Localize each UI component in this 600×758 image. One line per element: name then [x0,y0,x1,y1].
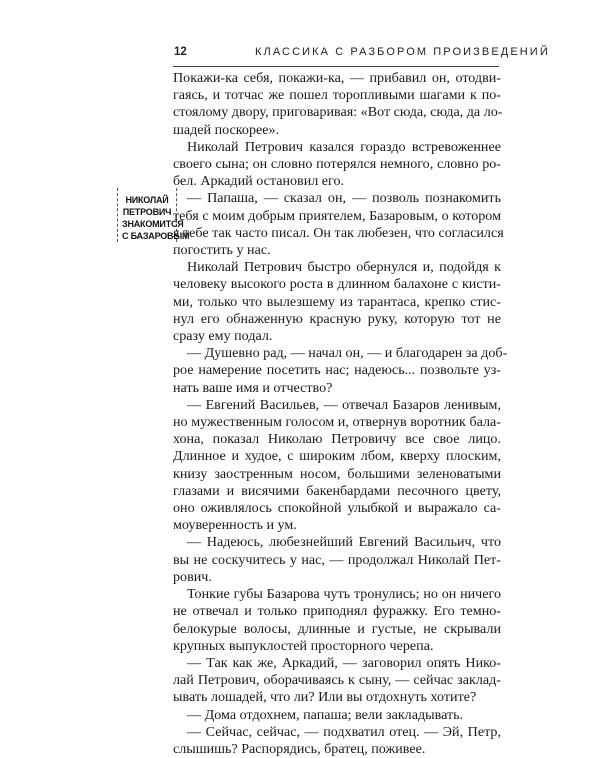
text-line: гаясь, и тотчас же пошел торопливыми шагами к по- [173,87,501,104]
text-line: тебя с моим добрым приятелем, Базаровым, о котором [173,207,501,224]
text-line: крупных выпуклостей просторного черепа. [173,637,434,654]
text-line: — Так как же, Аркадий, — заговорил опять Нико- [187,654,501,671]
header-rule [173,66,499,67]
text-line: белокурые волосы, длинные и густые, не скрывали [173,620,501,637]
text-line: слышишь? Распорядись, братец, поживее. [173,740,426,757]
text-line: не отвечал и только приподнял фуражку. Его темно- [173,603,501,620]
paragraph [173,397,501,535]
text-line: я тебе так часто писал. Он так любезен, что согласился [173,224,504,241]
paragraph [173,724,501,758]
text-line: глазами и висячими бакенбардами песочного цвету, [173,482,501,499]
text-line: но мужественным голосом и, отвернув воротник бала- [173,414,501,431]
text-line: Николай Петрович казался гораздо встревоженнее [187,138,501,155]
text-line: Покажи-ка себя, покажи-ка, — прибавил он, отодви- [173,70,501,86]
text-line: — Надеюсь, любезнейший Евгений Васильич, что [187,534,501,551]
text-line: книзу заостренным носом, большими зеленоватыми [173,465,501,482]
page-number: 12 [174,46,187,58]
margin-note-line: НИКОЛАЙ [125,195,169,205]
paragraph [173,190,504,259]
text-line: шадей поскорее». [173,121,280,138]
margin-note [117,188,190,242]
text-line: оно оживлялось спокойной улыбкой и выражало са- [173,500,501,517]
text-line: человеку высокого роста в длинном балахоне с кисти- [173,276,501,293]
text-line: Тонкие губы Базарова чуть тронулись; но он ничего [187,586,501,603]
text-line: ми, только что вылезшему из тарантаса, крепко стис- [173,293,501,310]
paragraph [173,259,501,345]
text-line: рович. [173,568,212,585]
text-line: — Евгений Васильев, — отвечал Базаров ленивым, [187,396,501,413]
text-line: сразу ему подал. [173,328,273,345]
paragraph [173,586,501,655]
text-line: погостить у нас. [173,242,271,259]
text-line: хона, показал Николаю Петровичу все свое лицо. [173,431,501,448]
paragraph [173,139,501,191]
text-line: — Папаша, — сказал он, — позволь познакомить [187,190,501,207]
text-line: своего сына; он словно потерялся немного, словно ро- [173,156,501,173]
text-line: стоялому двору, приговаривая: «Вот сюда, сюда, да ло- [173,104,503,121]
text-line: бел. Аркадий остановил его. [173,173,345,190]
paragraph [173,345,508,397]
text-line: рое намерение посетить нас; надеюсь... позвольте уз- [173,362,501,379]
running-head: КЛАССИКА С РАЗБОРОМ ПРОИЗВЕДЕНИЙ [255,46,550,58]
text-line: — Дома отдохнем, папаша; вели закладывать. [187,706,464,723]
text-line: — Душевно рад, — начал он, — и благодарен за доб- [187,345,508,362]
text-line: нать ваше имя и отчество? [173,379,333,396]
margin-note-line: С БАЗАРОВЫМ [122,231,190,241]
paragraph [173,534,501,586]
text-line: ывать лошадей, что ли? Или вы отдохнуть хотите? [173,689,477,706]
margin-note-line: ЗНАКОМИТСЯ [122,219,184,229]
text-line: Длинное и худое, с широким лбом, кверху плоским, [173,448,501,465]
text-line: лай Петрович, оборачиваясь к сыну, — сейчас заклад- [173,672,501,689]
body-text [173,70,508,758]
text-line: моуверенность и ум. [173,517,297,534]
margin-note-line: ПЕТРОВИЧ [122,207,172,217]
text-line: нул его обнаженную красную руку, которую тот не [173,310,501,327]
paragraph [173,707,501,724]
text-line: — Сейчас, сейчас, — подхватил отец. — Эй, Петр, [187,723,501,740]
paragraph [173,70,501,139]
paragraph [173,655,501,707]
text-line: вы не соскучитесь у нас, — продолжал Николай Пет- [173,551,501,568]
text-line: Николай Петрович быстро обернулся и, подойдя к [187,259,501,276]
